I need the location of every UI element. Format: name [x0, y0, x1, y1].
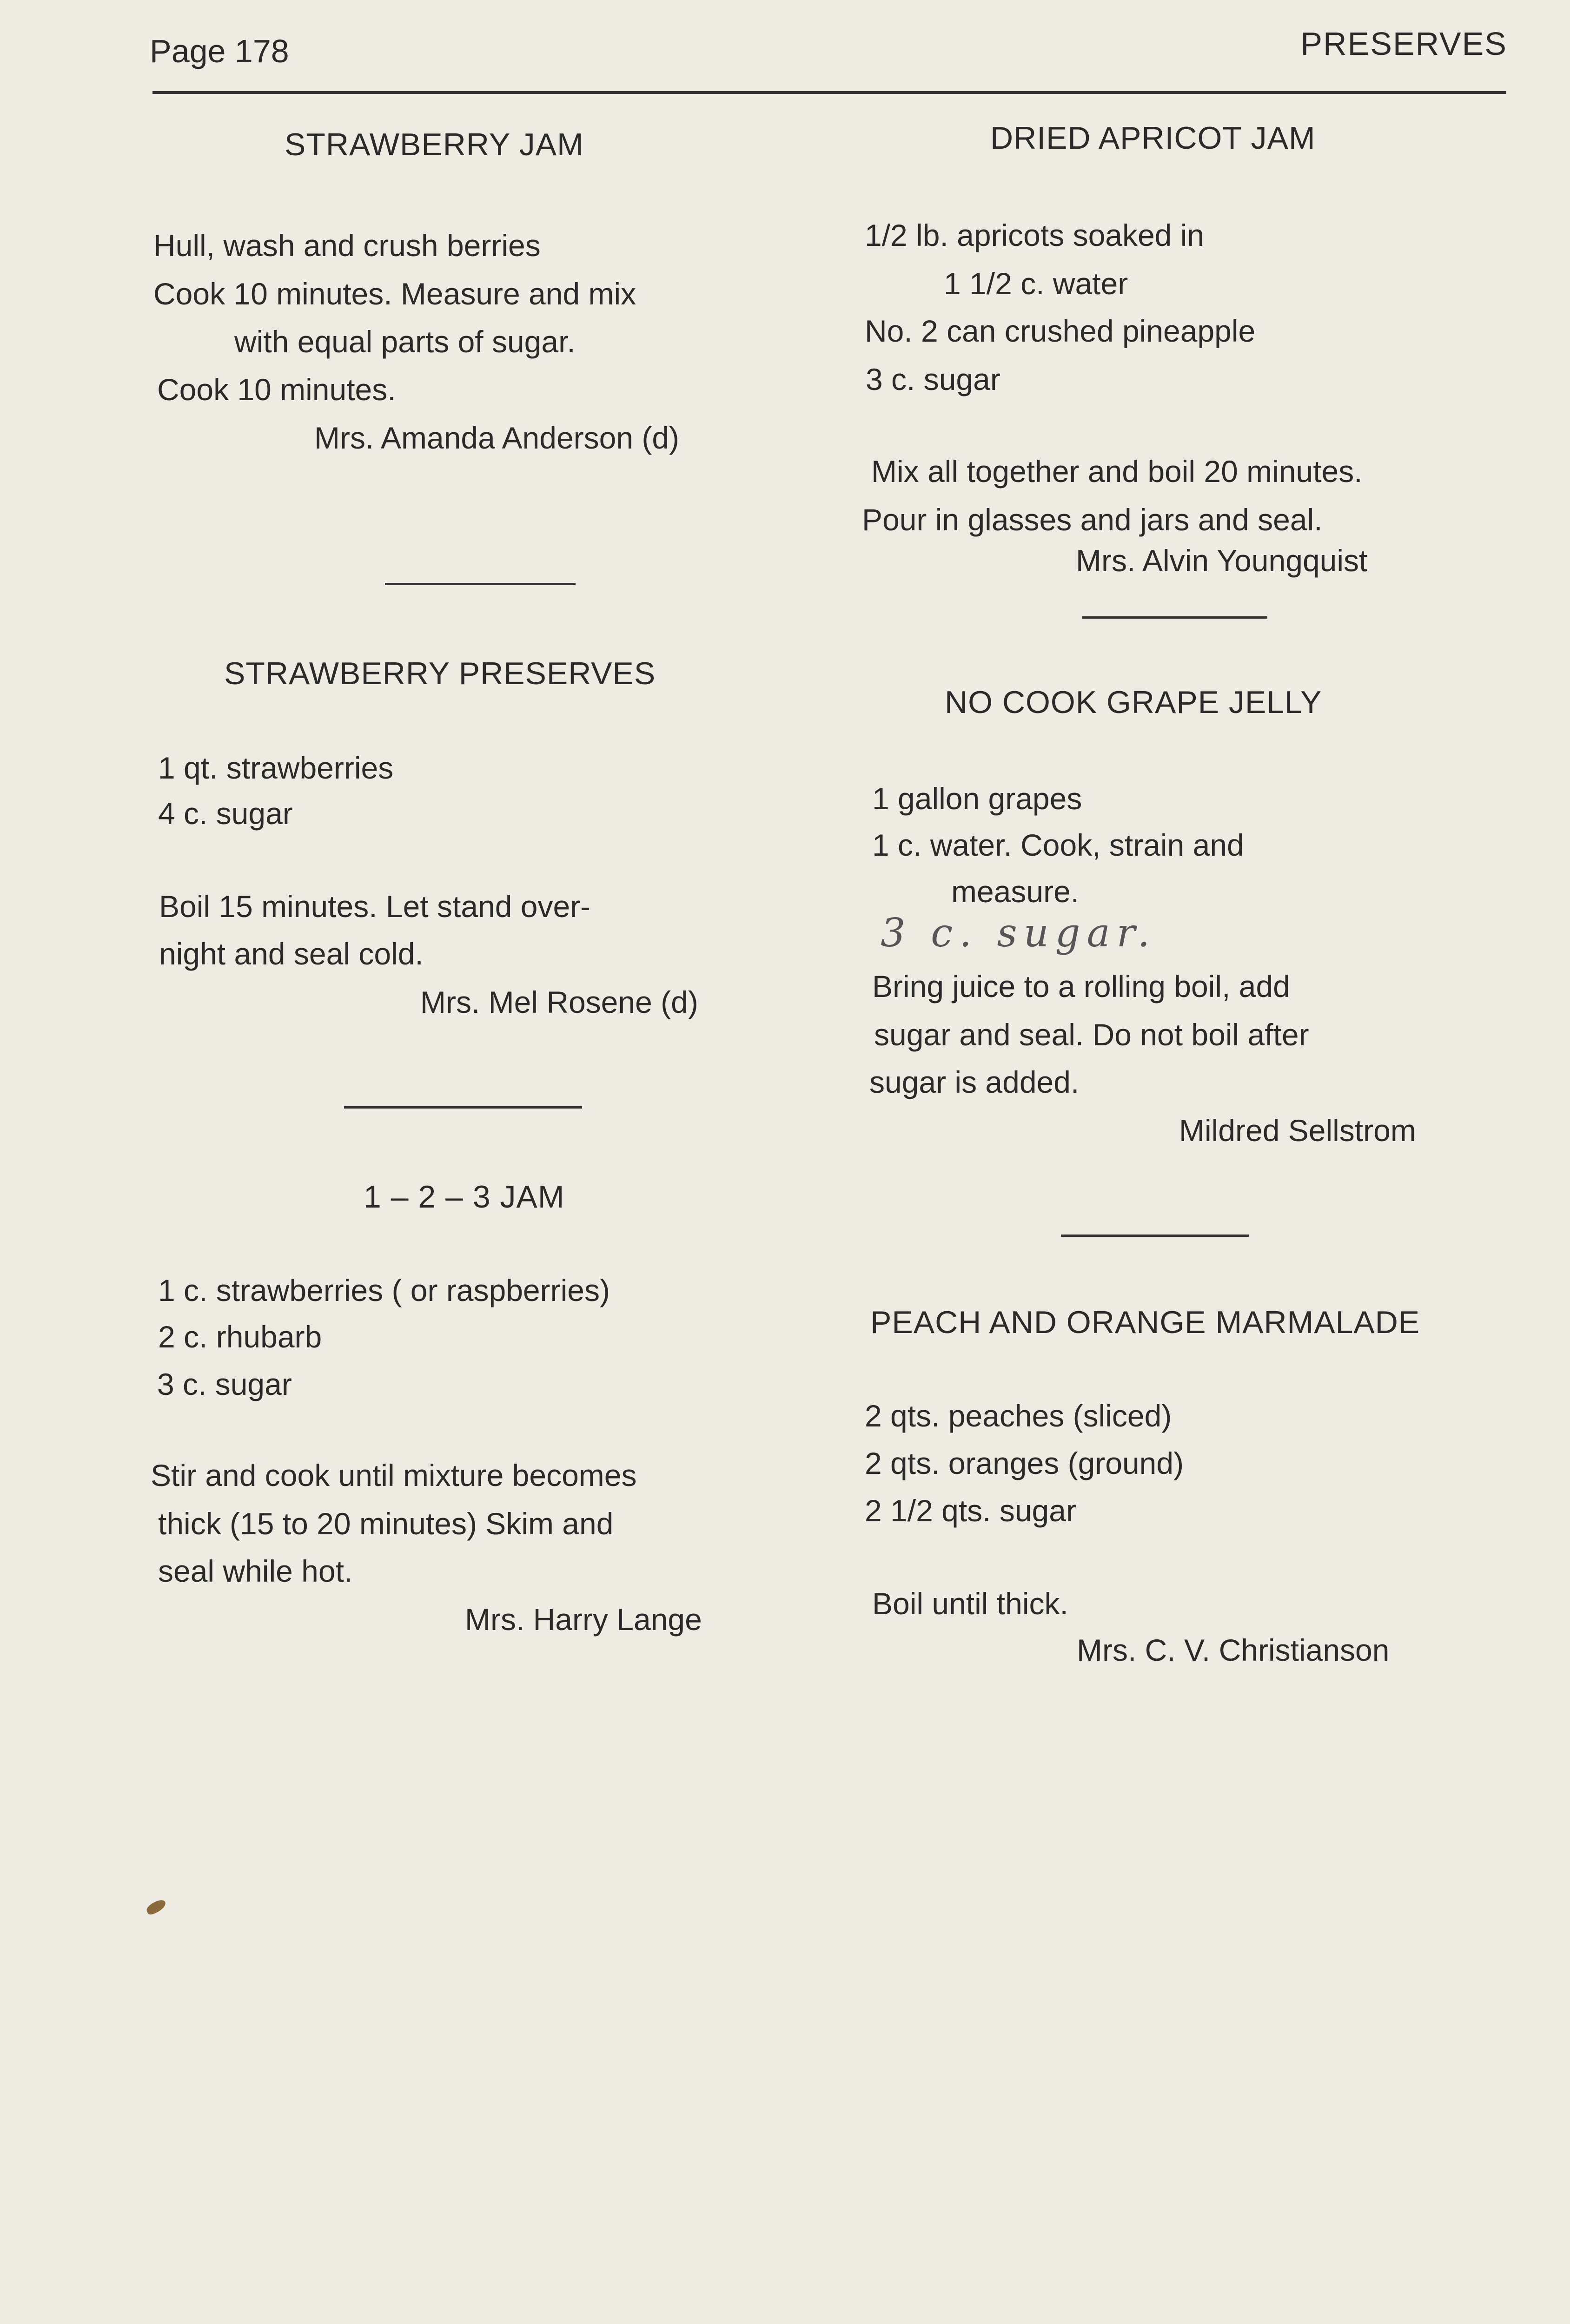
recipe-title: NO COOK GRAPE JELLY	[945, 685, 1322, 720]
direction-line: Cook 10 minutes.	[157, 372, 396, 407]
direction-line: Bring juice to a rolling boil, add	[872, 969, 1290, 1004]
direction-line: Boil 15 minutes. Let stand over-	[159, 889, 591, 924]
ink-spot	[145, 1898, 167, 1916]
direction-line: Stir and cook until mixture becomes	[151, 1458, 637, 1492]
section-title: PRESERVES	[1300, 26, 1507, 62]
ingredient-line: 3 c. sugar	[866, 362, 1000, 396]
page-header	[150, 26, 1507, 84]
direction-line: Cook 10 minutes. Measure and mix	[153, 277, 636, 311]
ingredient-line: No. 2 can crushed pineapple	[865, 314, 1256, 348]
header-rule	[152, 91, 1506, 94]
handwritten-note: 3 c. sugar.	[881, 910, 1157, 956]
direction-line: Boil until thick.	[872, 1586, 1068, 1621]
ingredient-line: 1 c. water. Cook, strain and	[872, 828, 1244, 862]
recipe-author: Mrs. Alvin Youngquist	[1076, 543, 1368, 578]
recipe-author: Mildred Sellstrom	[1179, 1113, 1416, 1148]
direction-line: with equal parts of sugar.	[234, 324, 576, 359]
recipe-author: Mrs. Amanda Anderson (d)	[314, 421, 680, 455]
direction-line: Pour in glasses and jars and seal.	[862, 502, 1323, 537]
page-number: Page 178	[150, 33, 289, 69]
ingredient-line: 1 1/2 c. water	[944, 266, 1128, 301]
recipe-author: Mrs. Mel Rosene (d)	[420, 985, 698, 1019]
recipe-divider	[385, 583, 576, 585]
direction-line: thick (15 to 20 minutes) Skim and	[158, 1506, 614, 1541]
ingredient-line: 1 gallon grapes	[872, 781, 1082, 816]
ingredient-line: 2 1/2 qts. sugar	[865, 1493, 1076, 1528]
recipe-divider	[1082, 616, 1267, 619]
direction-line: night and seal cold.	[159, 937, 424, 971]
recipe-divider	[344, 1106, 582, 1109]
ingredient-line: 2 qts. peaches (sliced)	[865, 1399, 1172, 1433]
direction-line: seal while hot.	[158, 1554, 353, 1588]
direction-line: sugar is added.	[869, 1065, 1080, 1099]
ingredient-line: 1 qt. strawberries	[158, 751, 394, 785]
direction-line: Mix all together and boil 20 minutes.	[871, 454, 1363, 489]
recipe-title: 1 – 2 – 3 JAM	[364, 1179, 565, 1215]
recipe-title: PEACH AND ORANGE MARMALADE	[870, 1305, 1420, 1340]
recipe-title: DRIED APRICOT JAM	[990, 120, 1316, 156]
ingredient-line: 4 c. sugar	[158, 796, 293, 831]
ingredient-line: 1 c. strawberries ( or raspberries)	[158, 1273, 610, 1307]
recipe-divider	[1061, 1235, 1249, 1237]
recipe-author: Mrs. Harry Lange	[465, 1602, 702, 1637]
ingredient-line: 2 qts. oranges (ground)	[865, 1446, 1184, 1480]
ingredient-line: measure.	[951, 874, 1080, 909]
ingredient-line: 1/2 lb. apricots soaked in	[865, 218, 1205, 252]
direction-line: Hull, wash and crush berries	[153, 228, 541, 263]
ingredient-line: 3 c. sugar	[157, 1367, 292, 1401]
recipe-title: STRAWBERRY PRESERVES	[224, 656, 656, 691]
recipe-title: STRAWBERRY JAM	[285, 127, 584, 162]
ingredient-line: 2 c. rhubarb	[158, 1320, 322, 1354]
recipe-author: Mrs. C. V. Christianson	[1077, 1633, 1390, 1667]
direction-line: sugar and seal. Do not boil after	[874, 1017, 1309, 1052]
